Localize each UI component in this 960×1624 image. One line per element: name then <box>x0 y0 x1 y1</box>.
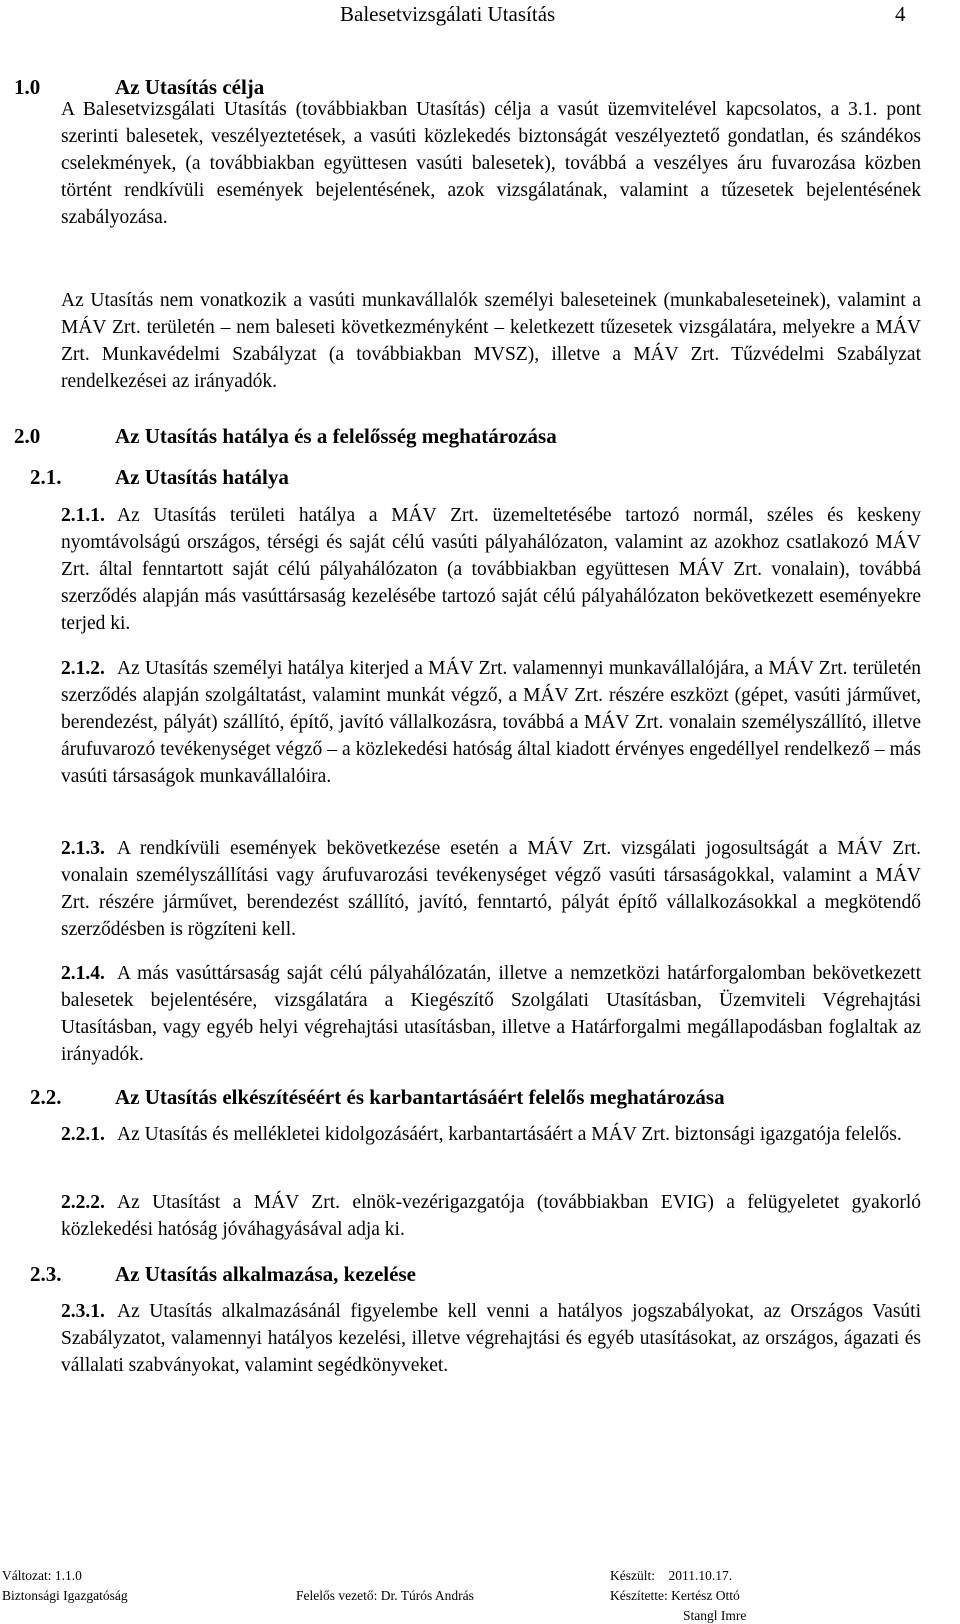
section-number: 2.2. <box>30 1085 62 1109</box>
section-title: Az Utasítás célja <box>115 75 265 99</box>
paragraph-number: 2.1.2. <box>61 658 105 679</box>
footer-created: Készült: 2011.10.17. <box>610 1568 733 1583</box>
section-number: 2.0 <box>14 424 41 448</box>
paragraph-text: A más vasúttársaság saját célú pályahálózatán, illetve a nemzetközi határforgalomban bekövetkezett balesetek bejelentésére, vizsgálatára a Kiegészítő Szolgálati Utasításban, Üzemviteli Végrehajtási Utasításban, vagy egyéb helyi végrehajtási utasításban, illetve a Határforgalmi megállapodásban foglaltak az irányadók. <box>61 963 921 1065</box>
paragraph-number: 2.2.2. <box>61 1192 105 1213</box>
section-title: Az Utasítás elkészítéséért és karbantartásáért felelős meghatározása <box>115 1085 725 1109</box>
paragraph-text: Az Utasítás alkalmazásánál figyelembe kell venni a hatályos jogszabályokat, az Országos Vasúti Szabályzatot, valamennyi hatályos kezelési, illetve végrehajtási és egyéb utasításokat, az országos, ágazati és vállalati szabványokat, valamint segédkönyveket. <box>61 1301 921 1376</box>
section-title: Az Utasítás hatálya <box>115 465 289 489</box>
footer-version: Változat: 1.1.0 <box>2 1568 82 1583</box>
paragraph-2-3-1 <box>61 1298 921 1379</box>
paragraph-2-1-2 <box>61 655 921 790</box>
paragraph-text: Az Utasítás személyi hatálya kiterjed a MÁV Zrt. valamennyi munkavállalójára, a MÁV Zrt. területén szerződés alapján szolgáltatást, valamint munkát végző, a MÁV Zrt. részére eszközt (gépet, vasúti járművet, berendezést, pályát) szállító, építő, javító vállalkozásra, továbbá a MÁV Zrt. vonalain személyszállító, illetve árufuvarozó tevékenységet végző – a közlekedési hatóság által kiadott érvényes engedéllyel rendelkező – más vasúti társaságok munkavállalóira. <box>61 658 921 787</box>
paragraph-2-2-2 <box>61 1189 921 1243</box>
paragraph-number: 2.1.4. <box>61 963 105 984</box>
paragraph-2-2-1 <box>61 1121 921 1148</box>
paragraph-number: 2.3.1. <box>61 1301 105 1322</box>
paragraph-number: 2.1.3. <box>61 838 105 859</box>
footer-author-2: Stangl Imre <box>683 1608 747 1623</box>
footer-author: Készítette: Kertész Ottó <box>610 1588 740 1603</box>
paragraph: Az Utasítás nem vonatkozik a vasúti munkavállalók személyi baleseteinek (munkabaleseteinek), valamint a MÁV Zrt. területén – nem baleseti következményként – keletkezett tűzesetek vizsgálatára, melyekre a MÁV Zrt. Munkavédelmi Szabályzat (a továbbiakban MVSZ), illetve a MÁV Zrt. Tűzvédelmi Szabályzat rendelkezései az irányadók. <box>61 290 921 392</box>
paragraph-text: Az Utasítás területi hatálya a MÁV Zrt. üzemeltetésébe tartozó normál, széles és keskeny nyomtávolságú országos, térségi és saját célú vasúti pályahálózaton, valamint az azokhoz csatlakozó MÁV Zrt. által fenntartott saját célú pályahálózaton (a továbbiakban együttesen MÁV Zrt. vonalain), továbbá szerződés alapján más vasúttársaság kezelésébe tartozó saját célú pályahálózaton bekövetkezett eseményekre terjed ki. <box>61 505 921 634</box>
paragraph-2-1-1 <box>61 502 921 637</box>
section-title: Az Utasítás alkalmazása, kezelése <box>115 1262 416 1286</box>
paragraph: A Balesetvizsgálati Utasítás (továbbiakban Utasítás) célja a vasút üzemvitelével kapcsolatos, a 3.1. pont szerinti balesetek, veszélyeztetések, a vasúti közlekedés biztonságát veszélyeztető gondatlan, és szándékos cselekmények, (a továbbiakban együttesen vasúti balesetek), továbbá a veszélyes áru fuvarozása közben történt rendkívüli események bejelentésének, azok vizsgálatának, valamint a tűzesetek bejelentésének szabályozása. <box>61 99 921 228</box>
paragraph-number: 2.1.1. <box>61 505 105 526</box>
section-number: 1.0 <box>14 75 41 99</box>
page-header <box>0 0 960 34</box>
page-number: 4 <box>895 2 906 26</box>
paragraph-text: Az Utasítás és mellékletei kidolgozásáért, karbantartásáért a MÁV Zrt. biztonsági igazgatója felelős. <box>117 1124 902 1145</box>
section-number: 2.3. <box>30 1262 62 1286</box>
paragraph-text: Az Utasítást a MÁV Zrt. elnök-vezérigazgatója (továbbiakban EVIG) a felügyeletet gyakorló közlekedési hatóság jóváhagyásával adja ki. <box>61 1192 921 1240</box>
footer-department: Biztonsági Igazgatóság <box>2 1588 128 1603</box>
footer-responsible: Felelős vezető: Dr. Túrós András <box>296 1588 474 1603</box>
paragraph-number: 2.2.1. <box>61 1124 105 1145</box>
section-number: 2.1. <box>30 465 62 489</box>
paragraph-2-1-4 <box>61 960 921 1068</box>
page-footer <box>0 1568 960 1624</box>
section-title: Az Utasítás hatálya és a felelősség meghatározása <box>115 424 557 448</box>
paragraph-text: A rendkívüli események bekövetkezése esetén a MÁV Zrt. vizsgálati jogosultságát a MÁV Zrt. vonalain személyszállítási vagy árufuvarozási tevékenységet végző vasúti társaságokkal, valamint a MÁV Zrt. részére járművet, berendezést szállító, javító, fenntartó, pályát építő vállalkozásokkal a megkötendő szerződésben is rögzíteni kell. <box>61 838 921 940</box>
paragraph-2-1-3 <box>61 835 921 943</box>
header-title: Balesetvizsgálati Utasítás <box>340 2 556 26</box>
